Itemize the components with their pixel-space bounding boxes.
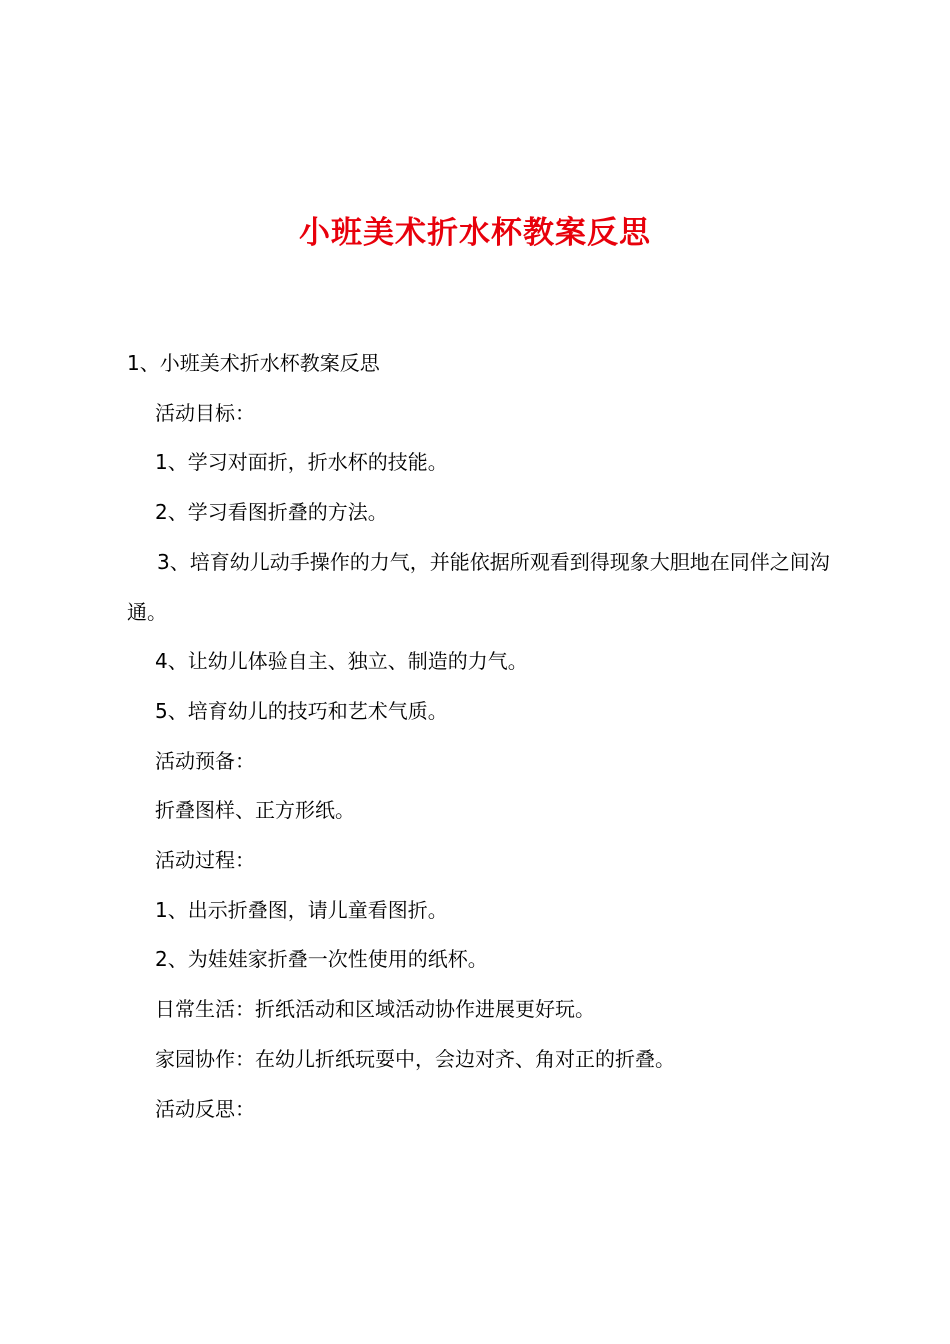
paragraph-home-school: 家园协作：在幼儿折纸玩耍中，会边对齐、角对正的折叠。 — [155, 1046, 675, 1071]
paragraph-goal-3: 3、培育幼儿动手操作的力气，并能依据所观看到得现象大胆地在同伴之间沟通。 — [127, 549, 830, 624]
paragraph-goal-2: 2、学习看图折叠的方法。 — [155, 500, 388, 525]
paragraph-daily-life: 日常生活：折纸活动和区域活动协作进展更好玩。 — [155, 997, 595, 1022]
section-heading: 1、小班美术折水杯教案反思 — [127, 351, 380, 375]
paragraph-goal-5: 5、培育幼儿的技巧和艺术气质。 — [155, 698, 448, 723]
paragraph-goal-1: 1、学习对面折，折水杯的技能。 — [155, 450, 448, 475]
paragraph-prep-label: 活动预备： — [155, 748, 255, 773]
paragraph-process-2: 2、为娃娃家折叠一次性使用的纸杯。 — [155, 947, 488, 972]
paragraph-prep-items: 折叠图样、正方形纸。 — [155, 798, 355, 823]
paragraph-reflection-label: 活动反思： — [155, 1096, 255, 1121]
paragraph-goals-label: 活动目标： — [155, 400, 255, 425]
document-body — [127, 339, 837, 1134]
paragraph-goal-4: 4、让幼儿体验自主、独立、制造的力气。 — [155, 649, 528, 674]
document-title: 小班美术折水杯教案反思 — [299, 215, 651, 251]
paragraph-process-1: 1、出示折叠图，请儿童看图折。 — [155, 897, 448, 922]
paragraph-process-label: 活动过程： — [155, 848, 255, 873]
